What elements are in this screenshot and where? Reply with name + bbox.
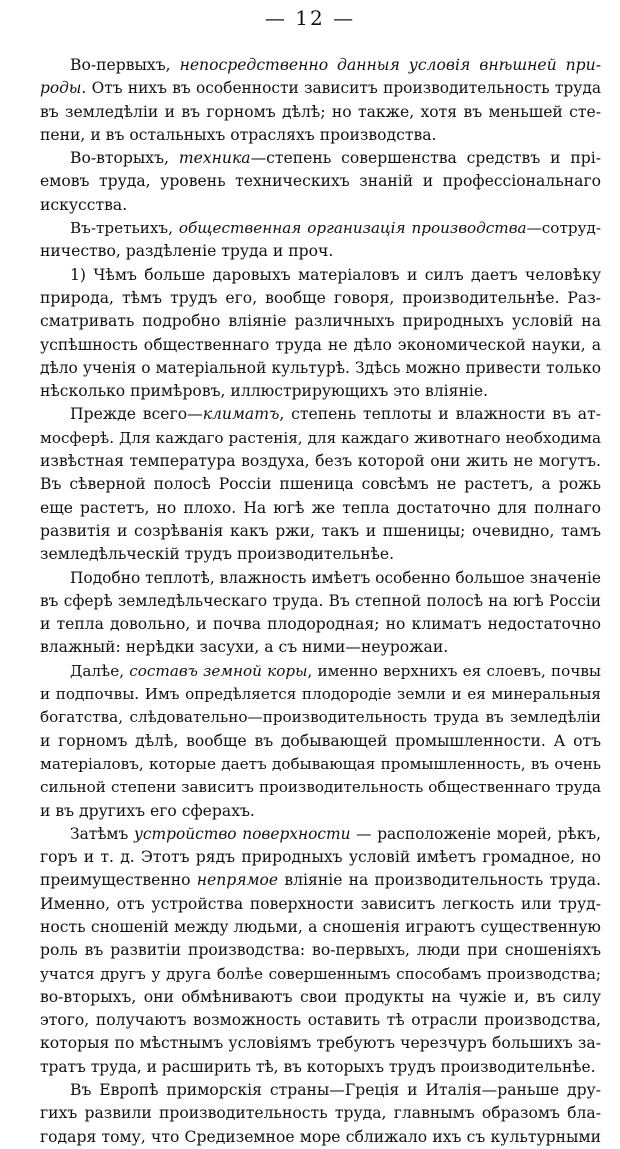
text-span: искусства.: [40, 195, 128, 214]
text-line: [40, 753, 601, 776]
text-span: тратъ труда, и расширить тѣ, въ которыхъ трудъ производительнѣе.: [40, 1057, 596, 1076]
text-line: [40, 1079, 601, 1102]
text-line: [40, 287, 601, 310]
text-line: [40, 240, 601, 263]
text-line: [40, 683, 601, 706]
emphasized-text: составъ земной коры: [129, 661, 308, 680]
text-line: [40, 916, 601, 939]
emphasized-text: техника: [178, 149, 251, 168]
text-span: въ сферѣ земледѣльческаго труда. Въ степной полосѣ на югѣ Россіи: [40, 591, 601, 610]
text-line: [40, 613, 601, 636]
text-span: и подпочвы. Имъ опредѣляется плодородіе земли и ея минеральныя: [40, 685, 601, 704]
text-span: пени, и въ остальныхъ отрасляхъ производства.: [40, 125, 437, 144]
text-line: [40, 636, 601, 659]
text-span: нѣсколько примѣровъ, иллюстрирующихъ это вліяніе.: [40, 382, 489, 401]
text-line: [40, 706, 601, 729]
emphasized-text: роды: [40, 79, 82, 98]
text-line: [40, 800, 601, 823]
text-span: и тепла довольно, и почва плодородная; но климатъ недостаточно: [40, 615, 601, 634]
text-line: [40, 567, 601, 590]
text-span: мосферѣ. Для каждаго растенія, для каждаго животнаго необходима: [40, 428, 601, 447]
text-span: роль въ развитіи производства: во-первыхъ, люди при сношеніяхъ: [40, 941, 601, 960]
text-span: успѣшность общественнаго труда не дѣло экономической науки, а: [40, 335, 601, 354]
page-body-text: [40, 54, 601, 1149]
text-span: которыя по мѣстнымъ условіямъ требуютъ черезчуръ большихъ за-: [40, 1034, 601, 1053]
text-line: [40, 893, 601, 916]
text-span: земледѣльческій трудъ производительнѣе.: [40, 545, 395, 564]
text-span: емовъ труда, уровень техническихъ знаній и профессіональнаго: [40, 172, 601, 191]
text-span: природа, тѣмъ трудъ его, вообще говоря, производительнѣе. Раз-: [40, 288, 601, 307]
text-span: учатся другъ у друга болѣе совершеннымъ способамъ производства;: [40, 964, 601, 983]
text-span: и въ другихъ его сферахъ.: [40, 801, 255, 820]
text-span: сильной степени зависитъ производительность общественнаго труда: [40, 778, 601, 797]
text-line: [40, 194, 601, 217]
text-line: [40, 963, 601, 986]
text-line: [40, 590, 601, 613]
text-line: [40, 1032, 601, 1055]
text-span: во-вторыхъ, они обмѣниваютъ свои продукты на чужіе и, въ силу: [40, 987, 601, 1006]
text-span: преимущественно: [40, 871, 197, 890]
text-span: —сотруд-: [526, 219, 601, 238]
text-line: [40, 939, 601, 962]
text-line: [40, 473, 601, 496]
text-line: [40, 660, 601, 683]
text-line: [40, 497, 601, 520]
text-line: [40, 403, 601, 426]
text-span: Подобно теплотѣ, влажность имѣетъ особенно большое значеніе: [70, 568, 601, 587]
text-line: [40, 1102, 601, 1125]
text-span: Въ-третьихъ,: [70, 219, 179, 238]
text-line: [40, 334, 601, 357]
text-span: Именно, отъ устройства поверхности зависитъ легкость или труд-: [40, 894, 601, 913]
emphasized-text: непосредственно данныя условія внѣшней при-: [179, 56, 601, 74]
text-line: [40, 846, 601, 869]
text-span: дѣло ученія о матеріальной культурѣ. Здѣсь можно привести только: [40, 358, 601, 377]
text-span: , именно верхнихъ ея слоевъ, почвы: [307, 661, 601, 680]
text-span: еще растетъ, но плохо. На югѣ же тепла достаточно для полнаго: [40, 498, 601, 517]
text-line: [40, 730, 601, 753]
page-number: — 12 —: [264, 6, 356, 30]
text-line: [40, 986, 601, 1009]
text-line: [40, 380, 601, 403]
text-span: 1) Чѣмъ больше даровыхъ матеріаловъ и силъ даетъ человѣку: [70, 265, 601, 284]
text-span: Во-вторыхъ,: [70, 149, 179, 168]
text-line: [40, 357, 601, 380]
text-span: извѣстная температура воздуха, безъ которой они жить не могутъ.: [40, 452, 601, 471]
text-line: [40, 1009, 601, 1032]
text-span: Въ сѣверной полосѣ Россіи пшеница совсѣмъ не растетъ, а рожь: [40, 475, 601, 494]
text-span: горъ и т. д. Этотъ рядъ природныхъ условій имѣетъ громадное, но: [40, 848, 601, 867]
text-span: — расположеніе морей, рѣкъ,: [350, 824, 601, 843]
emphasized-text: непрямое: [196, 871, 279, 890]
text-span: влажный: нерѣдки засухи, а съ ними—неурожаи.: [40, 638, 449, 657]
text-span: матеріаловъ, которые даетъ добывающая промышленность, въ очень: [40, 754, 601, 773]
text-line: [40, 147, 601, 170]
text-line: [40, 823, 601, 846]
text-span: Затѣмъ: [70, 824, 134, 843]
text-span: Во-первыхъ,: [70, 56, 180, 74]
text-span: годаря тому, что Средиземное море сближало ихъ съ культурными: [40, 1127, 601, 1146]
text-span: богатства, слѣдовательно—производительность труда въ земледѣліи: [40, 708, 601, 727]
text-span: Прежде всего—: [70, 405, 203, 424]
text-line: [40, 1126, 601, 1149]
text-line: [40, 543, 601, 566]
text-line: [40, 264, 601, 287]
text-line: [40, 776, 601, 799]
text-span: . Отъ нихъ въ особенности зависитъ производительность труда: [81, 79, 601, 98]
text-span: вліяніе на производительность труда.: [278, 871, 601, 890]
emphasized-text: устройство поверхности: [133, 824, 351, 843]
text-span: , степень теплоты и влажности въ ат-: [279, 405, 601, 424]
text-line: [40, 310, 601, 333]
text-line: [40, 450, 601, 473]
text-line: [40, 170, 601, 193]
text-span: гихъ развили производительность труда, главнымъ образомъ бла-: [40, 1104, 601, 1123]
text-span: въ земледѣліи и въ горномъ дѣлѣ; но также, хотя въ меньшей сте-: [40, 102, 601, 121]
text-span: и горномъ дѣлѣ, вообще въ добывающей промышленности. А отъ: [40, 731, 601, 750]
text-line: [40, 217, 601, 240]
text-line: [40, 124, 601, 147]
text-span: сматривать подробно вліяніе различныхъ природныхъ условій на: [40, 312, 601, 331]
text-line: [40, 1056, 601, 1079]
text-span: развитія и созрѣванія какъ ржи, такъ и пшеницы; очевидно, тамъ: [40, 521, 601, 540]
text-line: [40, 427, 601, 450]
text-line: [40, 101, 601, 124]
text-span: Въ Европѣ приморскія страны—Греція и Италія—раньше дру-: [70, 1081, 601, 1100]
text-span: ничество, раздѣленіе труда и проч.: [40, 242, 334, 261]
text-line: [40, 869, 601, 892]
text-span: —степень совершенства средствъ и прі-: [250, 149, 601, 168]
text-line: [40, 520, 601, 543]
text-span: Далѣе,: [70, 661, 130, 680]
text-line: [40, 54, 601, 77]
text-span: ность сношеній между людьми, а сношенія играютъ существенную: [40, 917, 601, 936]
text-span: этого, получаютъ возможность оставить тѣ отрасли производства,: [40, 1011, 601, 1030]
emphasized-text: климатъ: [202, 405, 280, 424]
emphasized-text: общественная организація производства: [178, 219, 527, 238]
text-line: [40, 77, 601, 100]
